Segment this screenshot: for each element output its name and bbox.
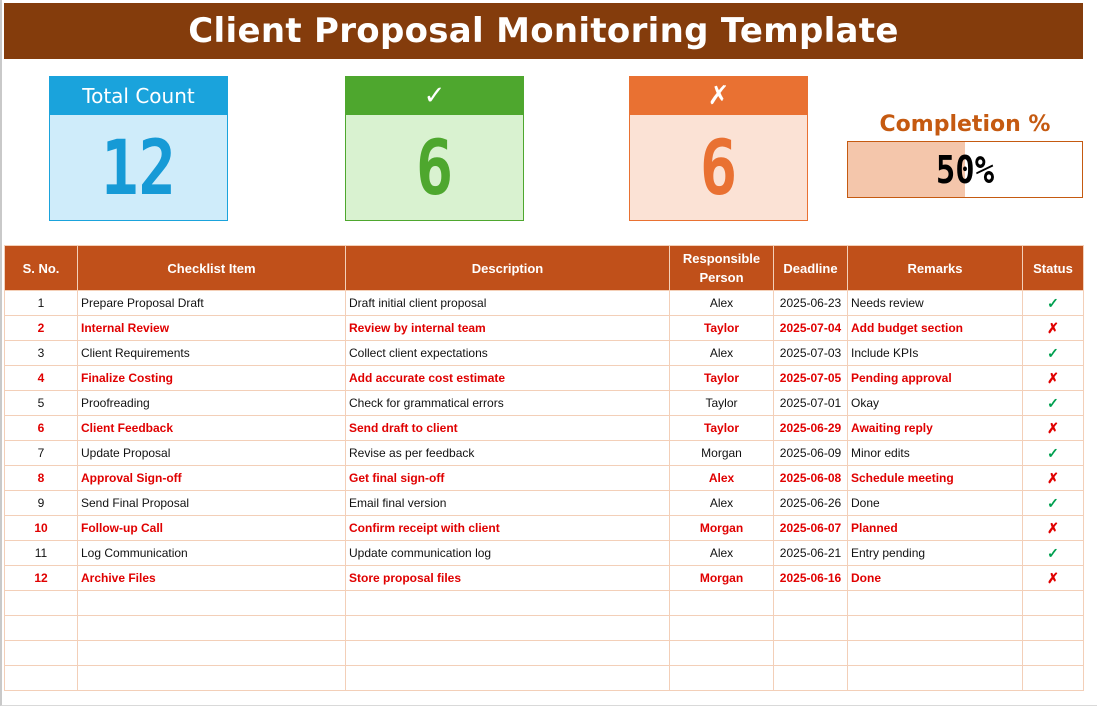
empty-table-row [5, 641, 1084, 666]
table-row [5, 316, 1084, 341]
empty-cell[interactable] [774, 666, 848, 691]
column-header-remarks[interactable]: Remarks [848, 246, 1023, 291]
cell-deadline[interactable]: 2025-06-29 [774, 416, 848, 441]
status-cross-icon[interactable]: ✗ [1023, 566, 1084, 591]
cell-description[interactable]: Collect client expectations [346, 341, 670, 366]
cell-serial[interactable]: 7 [5, 441, 78, 466]
cell-description[interactable]: Store proposal files [346, 566, 670, 591]
cell-serial[interactable]: 2 [5, 316, 78, 341]
cell-serial[interactable]: 1 [5, 291, 78, 316]
completed-count-value: 6 [415, 123, 454, 212]
check-icon: ✓ [346, 77, 523, 115]
status-check-icon[interactable]: ✓ [1023, 291, 1084, 316]
table-row [5, 391, 1084, 416]
table-row [5, 491, 1084, 516]
empty-cell[interactable] [1023, 666, 1084, 691]
cell-description[interactable]: Update communication log [346, 541, 670, 566]
cross-icon: ✗ [630, 77, 807, 115]
empty-cell[interactable] [5, 591, 78, 616]
completion-label: Completion % [879, 112, 1051, 137]
cell-description[interactable]: Revise as per feedback [346, 441, 670, 466]
empty-cell[interactable] [1023, 616, 1084, 641]
cell-checklist-item[interactable]: Send Final Proposal [78, 491, 346, 516]
cell-serial[interactable]: 4 [5, 366, 78, 391]
total-count-value: 12 [100, 123, 177, 212]
empty-cell[interactable] [5, 641, 78, 666]
column-header-status[interactable]: Status [1023, 246, 1084, 291]
empty-cell[interactable] [5, 616, 78, 641]
cell-remarks[interactable]: Include KPIs [848, 341, 1023, 366]
empty-table-row [5, 616, 1084, 641]
empty-cell[interactable] [848, 616, 1023, 641]
cell-deadline[interactable]: 2025-06-23 [774, 291, 848, 316]
empty-cell[interactable] [774, 616, 848, 641]
column-header-responsible-person[interactable]: Responsible Person [670, 246, 774, 291]
completion-progress-bar [847, 141, 1083, 198]
status-cross-icon[interactable]: ✗ [1023, 416, 1084, 441]
cell-responsible-person[interactable]: Alex [670, 466, 774, 491]
cell-remarks[interactable]: Okay [848, 391, 1023, 416]
table-row [5, 516, 1084, 541]
table-row [5, 416, 1084, 441]
cell-responsible-person[interactable]: Morgan [670, 441, 774, 466]
cell-serial[interactable]: 9 [5, 491, 78, 516]
column-header-description[interactable]: Description [346, 246, 670, 291]
cell-remarks[interactable]: Add budget section [848, 316, 1023, 341]
completed-count-card [345, 76, 524, 221]
empty-cell[interactable] [346, 641, 670, 666]
cell-deadline[interactable]: 2025-06-21 [774, 541, 848, 566]
empty-cell[interactable] [774, 641, 848, 666]
column-header-checklist-item[interactable]: Checklist Item [78, 246, 346, 291]
table-row [5, 341, 1084, 366]
empty-cell[interactable] [346, 591, 670, 616]
cell-responsible-person[interactable]: Alex [670, 291, 774, 316]
cell-remarks[interactable]: Planned [848, 516, 1023, 541]
checklist-table [4, 245, 1084, 691]
cell-remarks[interactable]: Pending approval [848, 366, 1023, 391]
cell-checklist-item[interactable]: Internal Review [78, 316, 346, 341]
cell-deadline[interactable]: 2025-07-03 [774, 341, 848, 366]
cell-checklist-item[interactable]: Follow-up Call [78, 516, 346, 541]
empty-cell[interactable] [670, 591, 774, 616]
status-check-icon[interactable]: ✓ [1023, 541, 1084, 566]
cell-checklist-item[interactable]: Log Communication [78, 541, 346, 566]
cell-deadline[interactable]: 2025-07-05 [774, 366, 848, 391]
cell-remarks[interactable]: Needs review [848, 291, 1023, 316]
cell-responsible-person[interactable]: Morgan [670, 566, 774, 591]
status-cross-icon[interactable]: ✗ [1023, 316, 1084, 341]
cell-deadline[interactable]: 2025-06-26 [774, 491, 848, 516]
pending-count-value: 6 [699, 123, 738, 212]
table-header-row [5, 246, 1084, 291]
empty-cell[interactable] [670, 666, 774, 691]
cell-deadline[interactable]: 2025-07-04 [774, 316, 848, 341]
cell-responsible-person[interactable]: Morgan [670, 516, 774, 541]
empty-cell[interactable] [5, 666, 78, 691]
cell-remarks[interactable]: Minor edits [848, 441, 1023, 466]
empty-cell[interactable] [848, 591, 1023, 616]
status-cross-icon[interactable]: ✗ [1023, 466, 1084, 491]
empty-cell[interactable] [78, 666, 346, 691]
cell-description[interactable]: Email final version [346, 491, 670, 516]
status-cross-icon[interactable]: ✗ [1023, 516, 1084, 541]
cell-checklist-item[interactable]: Client Feedback [78, 416, 346, 441]
total-count-label: Total Count [50, 77, 227, 115]
cell-deadline[interactable]: 2025-06-09 [774, 441, 848, 466]
cell-checklist-item[interactable]: Finalize Costing [78, 366, 346, 391]
empty-cell[interactable] [346, 616, 670, 641]
empty-cell[interactable] [670, 616, 774, 641]
cell-deadline[interactable]: 2025-06-08 [774, 466, 848, 491]
table-row [5, 291, 1084, 316]
cell-description[interactable]: Check for grammatical errors [346, 391, 670, 416]
completion-value: 50% [935, 147, 995, 192]
cell-remarks[interactable]: Done [848, 566, 1023, 591]
status-check-icon[interactable]: ✓ [1023, 441, 1084, 466]
cell-responsible-person[interactable]: Alex [670, 341, 774, 366]
cell-description[interactable]: Draft initial client proposal [346, 291, 670, 316]
empty-table-row [5, 591, 1084, 616]
cell-checklist-item[interactable]: Approval Sign-off [78, 466, 346, 491]
page-title: Client Proposal Monitoring Template [4, 3, 1083, 59]
cell-deadline[interactable]: 2025-07-01 [774, 391, 848, 416]
cell-serial[interactable]: 10 [5, 516, 78, 541]
cell-remarks[interactable]: Awaiting reply [848, 416, 1023, 441]
empty-table-row [5, 666, 1084, 691]
cell-checklist-item[interactable]: Prepare Proposal Draft [78, 291, 346, 316]
cell-responsible-person[interactable]: Taylor [670, 416, 774, 441]
cell-serial[interactable]: 5 [5, 391, 78, 416]
cell-checklist-item[interactable]: Archive Files [78, 566, 346, 591]
cell-serial[interactable]: 11 [5, 541, 78, 566]
cell-responsible-person[interactable]: Alex [670, 491, 774, 516]
empty-cell[interactable] [78, 616, 346, 641]
table-row [5, 441, 1084, 466]
empty-cell[interactable] [78, 591, 346, 616]
cell-deadline[interactable]: 2025-06-16 [774, 566, 848, 591]
table-row [5, 466, 1084, 491]
cell-responsible-person[interactable]: Taylor [670, 366, 774, 391]
status-check-icon[interactable]: ✓ [1023, 341, 1084, 366]
cell-responsible-person[interactable]: Alex [670, 541, 774, 566]
cell-remarks[interactable]: Done [848, 491, 1023, 516]
cell-description[interactable]: Send draft to client [346, 416, 670, 441]
cell-description[interactable]: Confirm receipt with client [346, 516, 670, 541]
status-check-icon[interactable]: ✓ [1023, 391, 1084, 416]
column-header-deadline[interactable]: Deadline [774, 246, 848, 291]
empty-cell[interactable] [1023, 591, 1084, 616]
table-body [5, 291, 1084, 691]
table-row [5, 541, 1084, 566]
empty-cell[interactable] [670, 641, 774, 666]
cell-checklist-item[interactable]: Client Requirements [78, 341, 346, 366]
cell-checklist-item[interactable]: Proofreading [78, 391, 346, 416]
cell-serial[interactable]: 12 [5, 566, 78, 591]
empty-cell[interactable] [346, 666, 670, 691]
cell-description[interactable]: Review by internal team [346, 316, 670, 341]
cell-serial[interactable]: 6 [5, 416, 78, 441]
total-count-card [49, 76, 228, 221]
cell-responsible-person[interactable]: Taylor [670, 316, 774, 341]
empty-cell[interactable] [848, 641, 1023, 666]
cell-checklist-item[interactable]: Update Proposal [78, 441, 346, 466]
cell-serial[interactable]: 3 [5, 341, 78, 366]
table-row [5, 366, 1084, 391]
empty-cell[interactable] [1023, 641, 1084, 666]
empty-cell[interactable] [848, 666, 1023, 691]
table-row [5, 566, 1084, 591]
empty-cell[interactable] [78, 641, 346, 666]
column-header-serial[interactable]: S. No. [5, 246, 78, 291]
cell-description[interactable]: Add accurate cost estimate [346, 366, 670, 391]
pending-count-card [629, 76, 808, 221]
cell-remarks[interactable]: Schedule meeting [848, 466, 1023, 491]
cell-description[interactable]: Get final sign-off [346, 466, 670, 491]
empty-cell[interactable] [774, 591, 848, 616]
cell-remarks[interactable]: Entry pending [848, 541, 1023, 566]
cell-serial[interactable]: 8 [5, 466, 78, 491]
status-check-icon[interactable]: ✓ [1023, 491, 1084, 516]
status-cross-icon[interactable]: ✗ [1023, 366, 1084, 391]
cell-deadline[interactable]: 2025-06-07 [774, 516, 848, 541]
cell-responsible-person[interactable]: Taylor [670, 391, 774, 416]
